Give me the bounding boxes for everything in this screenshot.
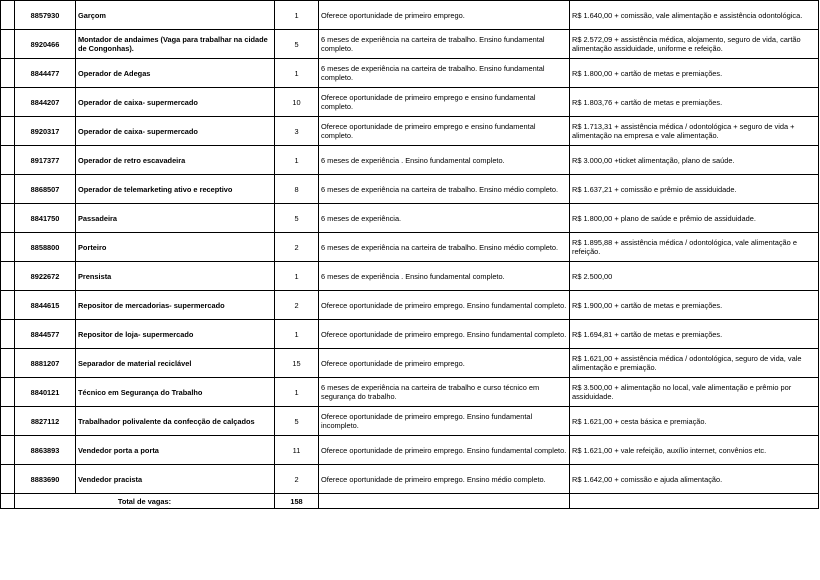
table-row <box>1 175 819 204</box>
job-title-cell: Operador de caixa- supermercado <box>76 88 275 117</box>
margin-cell <box>1 175 15 204</box>
job-title-cell: Vendedor pracista <box>76 465 275 494</box>
job-code-cell: 8858800 <box>15 233 76 262</box>
job-title-cell: Passadeira <box>76 204 275 233</box>
salary-benefits-cell: R$ 1.637,21 + comissão e prêmio de assiduidade. <box>570 175 819 204</box>
salary-benefits-cell: R$ 1.621,00 + cesta básica e premiação. <box>570 407 819 436</box>
job-title-cell: Operador de caixa- supermercado <box>76 117 275 146</box>
table-row <box>1 204 819 233</box>
job-code-cell: 8827112 <box>15 407 76 436</box>
table-body <box>1 1 819 494</box>
empty-cell <box>570 494 819 509</box>
vacancy-count-cell: 2 <box>275 465 319 494</box>
requirements-cell: 6 meses de experiência. <box>319 204 570 233</box>
empty-cell <box>319 494 570 509</box>
table-row <box>1 436 819 465</box>
salary-benefits-cell: R$ 3.500,00 + alimentação no local, vale alimentação e prêmio por assiduidade. <box>570 378 819 407</box>
job-code-cell: 8844615 <box>15 291 76 320</box>
margin-cell <box>1 1 15 30</box>
job-code-cell: 8922672 <box>15 262 76 291</box>
job-title-cell: Vendedor porta a porta <box>76 436 275 465</box>
salary-benefits-cell: R$ 1.800,00 + plano de saúde e prêmio de assiduidade. <box>570 204 819 233</box>
margin-cell <box>1 378 15 407</box>
requirements-cell: Oferece oportunidade de primeiro emprego. Ensino fundamental incompleto. <box>319 407 570 436</box>
vacancy-count-cell: 1 <box>275 146 319 175</box>
requirements-cell: Oferece oportunidade de primeiro emprego. Ensino médio completo. <box>319 465 570 494</box>
requirements-cell: 6 meses de experiência na carteira de trabalho. Ensino médio completo. <box>319 175 570 204</box>
requirements-cell: Oferece oportunidade de primeiro emprego e ensino fundamental completo. <box>319 117 570 146</box>
margin-cell <box>1 262 15 291</box>
salary-benefits-cell: R$ 2.572,09 + assistência médica, alojamento, seguro de vida, cartão alimentação assiduidade, uniforme e refeição. <box>570 30 819 59</box>
job-title-cell: Repositor de mercadorias- supermercado <box>76 291 275 320</box>
requirements-cell: Oferece oportunidade de primeiro emprego. Ensino fundamental completo. <box>319 291 570 320</box>
margin-cell <box>1 59 15 88</box>
salary-benefits-cell: R$ 1.900,00 + cartão de metas e premiações. <box>570 291 819 320</box>
vacancy-count-cell: 1 <box>275 262 319 291</box>
margin-cell <box>1 233 15 262</box>
requirements-cell: 6 meses de experiência . Ensino fundamental completo. <box>319 262 570 291</box>
margin-cell <box>1 146 15 175</box>
requirements-cell: Oferece oportunidade de primeiro emprego. Ensino fundamental completo. <box>319 320 570 349</box>
requirements-cell: Oferece oportunidade de primeiro emprego. Ensino fundamental completo. <box>319 436 570 465</box>
job-title-cell: Trabalhador polivalente da confecção de calçados <box>76 407 275 436</box>
table-row <box>1 146 819 175</box>
vacancy-count-cell: 5 <box>275 30 319 59</box>
margin-cell <box>1 320 15 349</box>
vacancy-count-cell: 3 <box>275 117 319 146</box>
salary-benefits-cell: R$ 1.800,00 + cartão de metas e premiações. <box>570 59 819 88</box>
vacancy-count-cell: 5 <box>275 204 319 233</box>
margin-cell <box>1 494 15 509</box>
margin-cell <box>1 30 15 59</box>
table-row <box>1 378 819 407</box>
salary-benefits-cell: R$ 2.500,00 <box>570 262 819 291</box>
vacancy-count-cell: 1 <box>275 59 319 88</box>
job-code-cell: 8883690 <box>15 465 76 494</box>
table-row <box>1 407 819 436</box>
requirements-cell: Oferece oportunidade de primeiro emprego. <box>319 349 570 378</box>
requirements-cell: Oferece oportunidade de primeiro emprego. <box>319 1 570 30</box>
table-row <box>1 1 819 30</box>
total-label: Total de vagas: <box>15 494 275 509</box>
margin-cell <box>1 407 15 436</box>
job-code-cell: 8863893 <box>15 436 76 465</box>
table-row <box>1 59 819 88</box>
requirements-cell: Oferece oportunidade de primeiro emprego e ensino fundamental completo. <box>319 88 570 117</box>
job-title-cell: Operador de telemarketing ativo e receptivo <box>76 175 275 204</box>
margin-cell <box>1 465 15 494</box>
total-value: 158 <box>275 494 319 509</box>
job-title-cell: Operador de retro escavadeira <box>76 146 275 175</box>
vacancy-count-cell: 10 <box>275 88 319 117</box>
job-title-cell: Operador de Adegas <box>76 59 275 88</box>
job-title-cell: Repositor de loja- supermercado <box>76 320 275 349</box>
job-code-cell: 8868507 <box>15 175 76 204</box>
job-title-cell: Garçom <box>76 1 275 30</box>
requirements-cell: 6 meses de experiência na carteira de trabalho. Ensino médio completo. <box>319 233 570 262</box>
requirements-cell: 6 meses de experiência . Ensino fundamental completo. <box>319 146 570 175</box>
table-row <box>1 349 819 378</box>
job-title-cell: Porteiro <box>76 233 275 262</box>
salary-benefits-cell: R$ 1.640,00 + comissão, vale alimentação e assistência odontológica. <box>570 1 819 30</box>
table-row <box>1 88 819 117</box>
job-code-cell: 8920466 <box>15 30 76 59</box>
table-row <box>1 465 819 494</box>
table-footer <box>1 494 819 509</box>
salary-benefits-cell: R$ 1.694,81 + cartão de metas e premiações. <box>570 320 819 349</box>
job-title-cell: Prensista <box>76 262 275 291</box>
margin-cell <box>1 117 15 146</box>
requirements-cell: 6 meses de experiência na carteira de trabalho. Ensino fundamental completo. <box>319 30 570 59</box>
margin-cell <box>1 204 15 233</box>
job-code-cell: 8844207 <box>15 88 76 117</box>
job-code-cell: 8844577 <box>15 320 76 349</box>
job-code-cell: 8844477 <box>15 59 76 88</box>
vacancy-count-cell: 11 <box>275 436 319 465</box>
job-title-cell: Montador de andaimes (Vaga para trabalhar na cidade de Congonhas). <box>76 30 275 59</box>
margin-cell <box>1 88 15 117</box>
salary-benefits-cell: R$ 1.803,76 + cartão de metas e premiações. <box>570 88 819 117</box>
job-title-cell: Técnico em Segurança do Trabalho <box>76 378 275 407</box>
job-code-cell: 8881207 <box>15 349 76 378</box>
job-code-cell: 8841750 <box>15 204 76 233</box>
job-code-cell: 8840121 <box>15 378 76 407</box>
job-code-cell: 8857930 <box>15 1 76 30</box>
vacancy-count-cell: 5 <box>275 407 319 436</box>
job-title-cell: Separador de material reciclável <box>76 349 275 378</box>
salary-benefits-cell: R$ 1.713,31 + assistência médica / odontológica + seguro de vida + alimentação na empresa e vale alimentação. <box>570 117 819 146</box>
salary-benefits-cell: R$ 1.895,88 + assistência médica / odontológica, vale alimentação e refeição. <box>570 233 819 262</box>
margin-cell <box>1 349 15 378</box>
salary-benefits-cell: R$ 1.642,00 + comissão e ajuda alimentação. <box>570 465 819 494</box>
vacancy-count-cell: 15 <box>275 349 319 378</box>
table-row <box>1 291 819 320</box>
salary-benefits-cell: R$ 3.000,00 +ticket alimentação, plano de saúde. <box>570 146 819 175</box>
job-code-cell: 8920317 <box>15 117 76 146</box>
table-row <box>1 30 819 59</box>
total-row <box>1 494 819 509</box>
job-code-cell: 8917377 <box>15 146 76 175</box>
requirements-cell: 6 meses de experiência na carteira de trabalho e curso técnico em segurança do trabalho. <box>319 378 570 407</box>
salary-benefits-cell: R$ 1.621,00 + vale refeição, auxílio internet, convênios etc. <box>570 436 819 465</box>
margin-cell <box>1 291 15 320</box>
vacancy-count-cell: 8 <box>275 175 319 204</box>
vacancy-count-cell: 2 <box>275 233 319 262</box>
table-row <box>1 233 819 262</box>
vacancy-count-cell: 2 <box>275 291 319 320</box>
margin-cell <box>1 436 15 465</box>
table-row <box>1 320 819 349</box>
vacancy-count-cell: 1 <box>275 320 319 349</box>
requirements-cell: 6 meses de experiência na carteira de trabalho. Ensino fundamental completo. <box>319 59 570 88</box>
table-row <box>1 262 819 291</box>
vacancy-count-cell: 1 <box>275 1 319 30</box>
vacancy-count-cell: 1 <box>275 378 319 407</box>
table-row <box>1 117 819 146</box>
salary-benefits-cell: R$ 1.621,00 + assistência médica / odontológica, seguro de vida, vale alimentação e premiação. <box>570 349 819 378</box>
